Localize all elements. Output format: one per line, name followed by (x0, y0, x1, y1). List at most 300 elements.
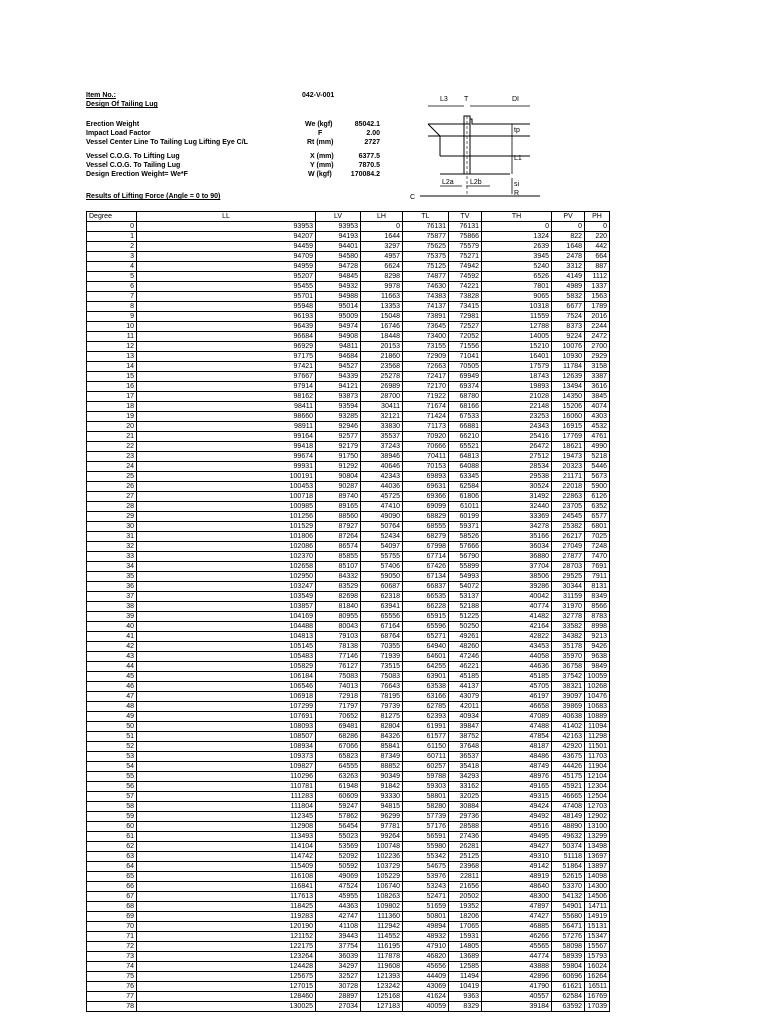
table-cell: 17039 (585, 1002, 610, 1012)
table-cell: 14805 (449, 942, 482, 952)
table-cell: 23 (87, 452, 137, 462)
table-cell: 12788 (482, 322, 552, 332)
table-cell: 1648 (552, 242, 585, 252)
table-cell: 28897 (316, 992, 361, 1002)
table-cell: 105229 (361, 872, 403, 882)
table-cell: 10 (87, 322, 137, 332)
table-cell: 82804 (361, 722, 403, 732)
table-cell: 72663 (403, 362, 449, 372)
table-cell: 94932 (316, 282, 361, 292)
table-cell: 6 (87, 282, 137, 292)
table-cell: 49090 (361, 512, 403, 522)
table-cell: 93285 (316, 412, 361, 422)
table-cell: 94908 (316, 332, 361, 342)
table-row (87, 342, 610, 352)
table-cell: 11703 (585, 752, 610, 762)
table-cell: 46658 (482, 702, 552, 712)
table-cell: 11494 (449, 972, 482, 982)
table-cell: 44058 (482, 652, 552, 662)
table-cell: 66228 (403, 602, 449, 612)
table-cell: 13299 (585, 832, 610, 842)
table-cell: 16024 (585, 962, 610, 972)
table-row (87, 262, 610, 272)
table-cell: 78138 (316, 642, 361, 652)
table-cell: 19 (87, 412, 137, 422)
table-cell: 117613 (137, 892, 316, 902)
table-cell: 72417 (403, 372, 449, 382)
table-cell: 27034 (316, 1002, 361, 1012)
table-cell: 70920 (403, 432, 449, 442)
table-cell: 92577 (316, 432, 361, 442)
table-cell: 39869 (552, 702, 585, 712)
param-value-rt: 2727 (364, 139, 380, 146)
table-cell: 38752 (449, 732, 482, 742)
table-cell: 35 (87, 572, 137, 582)
table-cell: 15347 (585, 932, 610, 942)
table-cell: 95009 (316, 312, 361, 322)
table-cell: 68555 (403, 522, 449, 532)
table-cell: 10476 (585, 692, 610, 702)
table-cell: 4074 (585, 402, 610, 412)
table-cell: 17065 (449, 922, 482, 932)
table-row (87, 772, 610, 782)
table-cell: 34297 (316, 962, 361, 972)
table-cell: 17 (87, 392, 137, 402)
table-row (87, 962, 610, 972)
table-cell: 41 (87, 632, 137, 642)
table-cell: 36537 (449, 752, 482, 762)
table-cell: 21028 (482, 392, 552, 402)
table-row (87, 362, 610, 372)
table-cell: 63941 (361, 602, 403, 612)
table-cell: 73415 (449, 302, 482, 312)
table-cell: 56471 (552, 922, 585, 932)
table-cell: 6126 (585, 492, 610, 502)
table-cell: 62393 (403, 712, 449, 722)
table-cell: 12585 (449, 962, 482, 972)
table-cell: 41108 (316, 922, 361, 932)
table-cell: 43675 (552, 752, 585, 762)
diagram-label-r: R (514, 190, 520, 197)
table-cell: 4990 (585, 442, 610, 452)
table-cell: 103729 (361, 862, 403, 872)
table-cell: 17769 (552, 432, 585, 442)
table-cell: 24545 (552, 512, 585, 522)
table-cell: 42896 (482, 972, 552, 982)
table-cell: 37542 (552, 672, 585, 682)
table-cell: 64813 (449, 452, 482, 462)
table-cell: 67164 (361, 622, 403, 632)
table-cell: 58801 (403, 792, 449, 802)
table-cell: 37243 (361, 442, 403, 452)
column-header-pv: PV (552, 212, 585, 222)
table-cell: 44 (87, 662, 137, 672)
table-cell: 41624 (403, 992, 449, 1002)
table-cell: 44409 (403, 972, 449, 982)
table-cell: 108263 (361, 892, 403, 902)
table-cell: 34293 (449, 772, 482, 782)
table-cell: 1112 (585, 272, 610, 282)
table-cell: 57406 (361, 562, 403, 572)
table-cell: 29525 (552, 572, 585, 582)
table-cell: 7801 (482, 282, 552, 292)
table-cell: 19352 (449, 902, 482, 912)
table-cell: 6577 (585, 512, 610, 522)
table-cell: 74383 (403, 292, 449, 302)
table-cell: 67533 (449, 412, 482, 422)
table-cell: 42822 (482, 632, 552, 642)
table-cell: 32121 (361, 412, 403, 422)
table-cell: 40646 (361, 462, 403, 472)
table-cell: 96299 (361, 812, 403, 822)
table-cell: 110296 (137, 772, 316, 782)
table-cell: 59303 (403, 782, 449, 792)
table-cell: 71173 (403, 422, 449, 432)
table-cell: 90804 (316, 472, 361, 482)
table-cell: 40059 (403, 1002, 449, 1012)
table-cell: 79103 (316, 632, 361, 642)
table-cell: 55680 (552, 912, 585, 922)
table-cell: 49495 (482, 832, 552, 842)
table-cell: 1563 (585, 292, 610, 302)
table-cell: 62785 (403, 702, 449, 712)
table-cell: 97781 (361, 822, 403, 832)
table-cell: 66837 (403, 582, 449, 592)
table-cell: 71922 (403, 392, 449, 402)
table-row (87, 662, 610, 672)
table-cell: 106184 (137, 672, 316, 682)
table-cell: 13697 (585, 852, 610, 862)
table-row (87, 562, 610, 572)
table-cell: 74877 (403, 272, 449, 282)
table-cell: 5446 (585, 462, 610, 472)
table-cell: 22018 (552, 482, 585, 492)
table-cell: 72052 (449, 332, 482, 342)
table-cell: 14919 (585, 912, 610, 922)
table-cell: 35166 (482, 532, 552, 542)
table-cell: 44036 (361, 482, 403, 492)
table-cell: 42163 (552, 732, 585, 742)
table-cell: 53 (87, 752, 137, 762)
table-cell: 58098 (552, 942, 585, 952)
table-cell: 76643 (361, 682, 403, 692)
table-cell: 11501 (585, 742, 610, 752)
table-cell: 9 (87, 312, 137, 322)
table-cell: 76131 (403, 222, 449, 232)
table-cell: 9363 (449, 992, 482, 1002)
table-cell: 75 (87, 972, 137, 982)
table-cell: 85107 (316, 562, 361, 572)
table-cell: 8566 (585, 602, 610, 612)
table-cell: 63345 (449, 472, 482, 482)
table-row (87, 272, 610, 282)
table-cell: 118425 (137, 902, 316, 912)
table-cell: 63538 (403, 682, 449, 692)
table-cell: 48640 (482, 882, 552, 892)
table-cell: 25382 (552, 522, 585, 532)
table-cell: 54 (87, 762, 137, 772)
table-cell: 39443 (316, 932, 361, 942)
table-cell: 89740 (316, 492, 361, 502)
table-cell: 26989 (361, 382, 403, 392)
table-cell: 74221 (449, 282, 482, 292)
table-cell: 34 (87, 562, 137, 572)
table-cell: 58526 (449, 532, 482, 542)
table-cell: 94959 (137, 262, 316, 272)
table-cell: 122175 (137, 942, 316, 952)
table-cell: 15 (87, 372, 137, 382)
table-cell: 22 (87, 442, 137, 452)
table-cell: 2 (87, 242, 137, 252)
table-cell: 220 (585, 232, 610, 242)
table-cell: 49 (87, 712, 137, 722)
table-cell: 99418 (137, 442, 316, 452)
param-value-w: 170084.2 (350, 171, 380, 178)
param-value-y: 7870.5 (358, 162, 380, 169)
table-cell: 26 (87, 482, 137, 492)
table-cell: 103549 (137, 592, 316, 602)
table-cell: 88852 (361, 762, 403, 772)
table-cell: 36758 (552, 662, 585, 672)
table-cell: 50 (87, 722, 137, 732)
table-cell: 49310 (482, 852, 552, 862)
table-cell: 53976 (403, 872, 449, 882)
table-cell: 102086 (137, 542, 316, 552)
table-cell: 47089 (482, 712, 552, 722)
table-cell: 71797 (316, 702, 361, 712)
table-cell: 13897 (585, 862, 610, 872)
table-cell: 4149 (552, 272, 585, 282)
table-cell: 85841 (361, 742, 403, 752)
table-cell: 97667 (137, 372, 316, 382)
table-cell: 14005 (482, 332, 552, 342)
table-cell: 68166 (449, 402, 482, 412)
table-cell: 76131 (449, 222, 482, 232)
table-cell: 107691 (137, 712, 316, 722)
table-cell: 60687 (361, 582, 403, 592)
table-cell: 48260 (449, 642, 482, 652)
table-cell: 68764 (361, 632, 403, 642)
table-cell: 25416 (482, 432, 552, 442)
table-cell: 99674 (137, 452, 316, 462)
table-cell: 56591 (403, 832, 449, 842)
table-cell: 23253 (482, 412, 552, 422)
table-cell: 10683 (585, 702, 610, 712)
table-cell: 25278 (361, 372, 403, 382)
table-cell: 5218 (585, 452, 610, 462)
table-cell: 38946 (361, 452, 403, 462)
table-cell: 77 (87, 992, 137, 1002)
table-row (87, 732, 610, 742)
table-cell: 57666 (449, 542, 482, 552)
table-cell: 81840 (316, 602, 361, 612)
table-cell: 63263 (316, 772, 361, 782)
table-cell: 42343 (361, 472, 403, 482)
table-cell: 48749 (482, 762, 552, 772)
table-cell: 91292 (316, 462, 361, 472)
table-cell: 54132 (552, 892, 585, 902)
table-cell: 100453 (137, 482, 316, 492)
table-cell: 58280 (403, 802, 449, 812)
table-cell: 56454 (316, 822, 361, 832)
table-cell: 4303 (585, 412, 610, 422)
table-cell: 85855 (316, 552, 361, 562)
table-cell: 2639 (482, 242, 552, 252)
table-cell: 7691 (585, 562, 610, 572)
table-cell: 31159 (552, 592, 585, 602)
table-cell: 13689 (449, 952, 482, 962)
table-cell: 94580 (316, 252, 361, 262)
table-cell: 95455 (137, 282, 316, 292)
table-cell: 66210 (449, 432, 482, 442)
table-cell: 61 (87, 832, 137, 842)
table-cell: 36034 (482, 542, 552, 552)
param-sym-y: Y (mm) (310, 162, 334, 169)
table-cell: 16511 (585, 982, 610, 992)
table-row (87, 572, 610, 582)
diagram-label-l1: L1 (514, 155, 522, 162)
table-cell: 49427 (482, 842, 552, 852)
table-cell: 106740 (361, 882, 403, 892)
table-cell: 36 (87, 582, 137, 592)
table-cell: 99931 (137, 462, 316, 472)
table-cell: 45185 (449, 672, 482, 682)
table-cell: 32 (87, 542, 137, 552)
table-cell: 8131 (585, 582, 610, 592)
table-cell: 52 (87, 742, 137, 752)
table-cell: 48976 (482, 772, 552, 782)
table-cell: 99164 (137, 432, 316, 442)
table-row (87, 942, 610, 952)
table-cell: 32778 (552, 612, 585, 622)
column-header-degree: Degree (87, 212, 137, 222)
table-cell: 63 (87, 852, 137, 862)
table-cell: 19893 (482, 382, 552, 392)
table-cell: 20502 (449, 892, 482, 902)
table-cell: 70355 (361, 642, 403, 652)
column-header-th: TH (482, 212, 552, 222)
table-cell: 50764 (361, 522, 403, 532)
table-cell: 94401 (316, 242, 361, 252)
table-row (87, 642, 610, 652)
table-cell: 94207 (137, 232, 316, 242)
table-cell: 49424 (482, 802, 552, 812)
table-cell: 11904 (585, 762, 610, 772)
table-row (87, 462, 610, 472)
table-cell: 50592 (316, 862, 361, 872)
table-cell: 21 (87, 432, 137, 442)
table-cell: 67 (87, 892, 137, 902)
table-cell: 69 (87, 912, 137, 922)
table-cell: 62318 (361, 592, 403, 602)
table-cell: 46 (87, 682, 137, 692)
table-cell: 56 (87, 782, 137, 792)
table-cell: 64555 (316, 762, 361, 772)
table-cell: 9978 (361, 282, 403, 292)
table-cell: 54993 (449, 572, 482, 582)
table-cell: 84326 (361, 732, 403, 742)
table-cell: 94527 (316, 362, 361, 372)
table-cell: 81275 (361, 712, 403, 722)
table-cell: 94845 (316, 272, 361, 282)
table-cell: 94728 (316, 262, 361, 272)
table-cell: 90287 (316, 482, 361, 492)
table-cell: 80955 (316, 612, 361, 622)
table-cell: 123242 (361, 982, 403, 992)
table-cell: 38506 (482, 572, 552, 582)
table-cell: 68829 (403, 512, 449, 522)
table-cell: 74592 (449, 272, 482, 282)
table-cell: 105829 (137, 662, 316, 672)
table-row (87, 792, 610, 802)
table-cell: 45955 (316, 892, 361, 902)
table-cell: 55023 (316, 832, 361, 842)
table-cell: 124428 (137, 962, 316, 972)
table-cell: 1337 (585, 282, 610, 292)
table-cell: 47246 (449, 652, 482, 662)
table-cell: 94815 (361, 802, 403, 812)
table-cell: 8349 (585, 592, 610, 602)
table-cell: 664 (585, 252, 610, 262)
table-cell: 20 (87, 422, 137, 432)
table-cell: 95014 (316, 302, 361, 312)
table-cell: 100191 (137, 472, 316, 482)
table-cell: 7911 (585, 572, 610, 582)
table-cell: 7470 (585, 552, 610, 562)
table-cell: 48919 (482, 872, 552, 882)
table-cell: 94193 (316, 232, 361, 242)
table-row (87, 822, 610, 832)
table-cell: 16915 (552, 422, 585, 432)
table-cell: 15048 (361, 312, 403, 322)
table-cell: 60609 (316, 792, 361, 802)
table-cell: 44426 (552, 762, 585, 772)
table-cell: 26281 (449, 842, 482, 852)
table-cell: 18743 (482, 372, 552, 382)
table-cell: 59 (87, 812, 137, 822)
table-cell: 67426 (403, 562, 449, 572)
table-cell: 63592 (552, 1002, 585, 1012)
table-row (87, 702, 610, 712)
table-cell: 55342 (403, 852, 449, 862)
table-header-row (87, 212, 610, 222)
table-cell: 65521 (449, 442, 482, 452)
table-cell: 120190 (137, 922, 316, 932)
table-cell: 68 (87, 902, 137, 912)
table-cell: 39847 (449, 722, 482, 732)
table-cell: 48932 (403, 932, 449, 942)
table-cell: 13 (87, 352, 137, 362)
table-cell: 43453 (482, 642, 552, 652)
table-cell: 13498 (585, 842, 610, 852)
table-cell: 21656 (449, 882, 482, 892)
table-row (87, 722, 610, 732)
table-row (87, 902, 610, 912)
table-cell: 91842 (361, 782, 403, 792)
table-cell: 5240 (482, 262, 552, 272)
table-row (87, 692, 610, 702)
table-cell: 41482 (482, 612, 552, 622)
table-row (87, 612, 610, 622)
table-cell: 3158 (585, 362, 610, 372)
table-cell: 74137 (403, 302, 449, 312)
table-cell: 54097 (361, 542, 403, 552)
table-cell: 39097 (552, 692, 585, 702)
table-cell: 11298 (585, 732, 610, 742)
table-cell: 114742 (137, 852, 316, 862)
table-cell: 60 (87, 822, 137, 832)
table-cell: 70666 (403, 442, 449, 452)
